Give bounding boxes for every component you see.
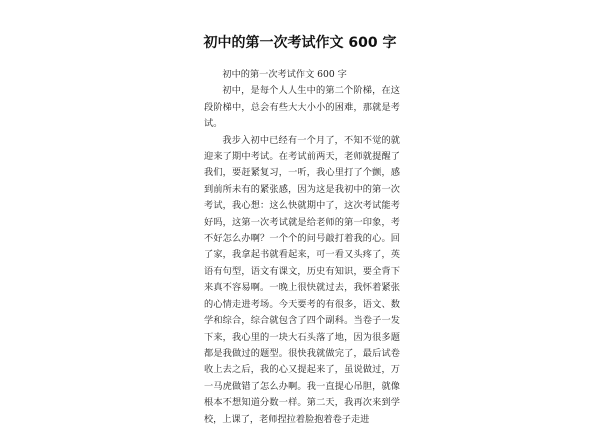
article-body <box>204 67 400 428</box>
paragraph-main: 我步入初中已经有一个月了，不知不觉的就迎来了期中考试。在考试前两天，老师就提醒了我们，要赶紧复习，一听，我心里打了个颤，感到前所未有的紧张感，因为这是我初中的第一次考试，我心想：这么快就期中了，这次考试能考好吗，这第一次考试就是给老师的第一印象，考不好怎么办啊？一个个的问号敲打着我的心。回了家，我拿起书就看起来，可一看又头疼了，英语有句型，语文有课文，历史有知识，要全背下来真不容易啊。一晚上很快就过去，我怀着紧张的心情走进考场。今天要考的有很多，语文、数学和综合，综合就包含了四个副科。当卷子一发下来，我心里的一块大石头落了地，因为很多题都是我做过的题型。很快我就做完了，最后试卷收上去之后，我的心又提起来了，虽说做过，万一马虎做错了怎么办啊。我一直提心吊胆，就像根本不想知道分数一样。第二天，我再次来到学校，上课了，老师捏拉着脸抱着卷子走进 <box>204 134 400 425</box>
page-title: 初中的第一次考试作文 600 字 <box>203 35 397 51</box>
paragraph-intro: 初中，是每个人人生中的第二个阶梯，在这段阶梯中，总会有些大大小小的困难，那就是考试。 <box>204 85 400 130</box>
article-subtitle: 初中的第一次考试作文 600 字 <box>222 69 347 80</box>
